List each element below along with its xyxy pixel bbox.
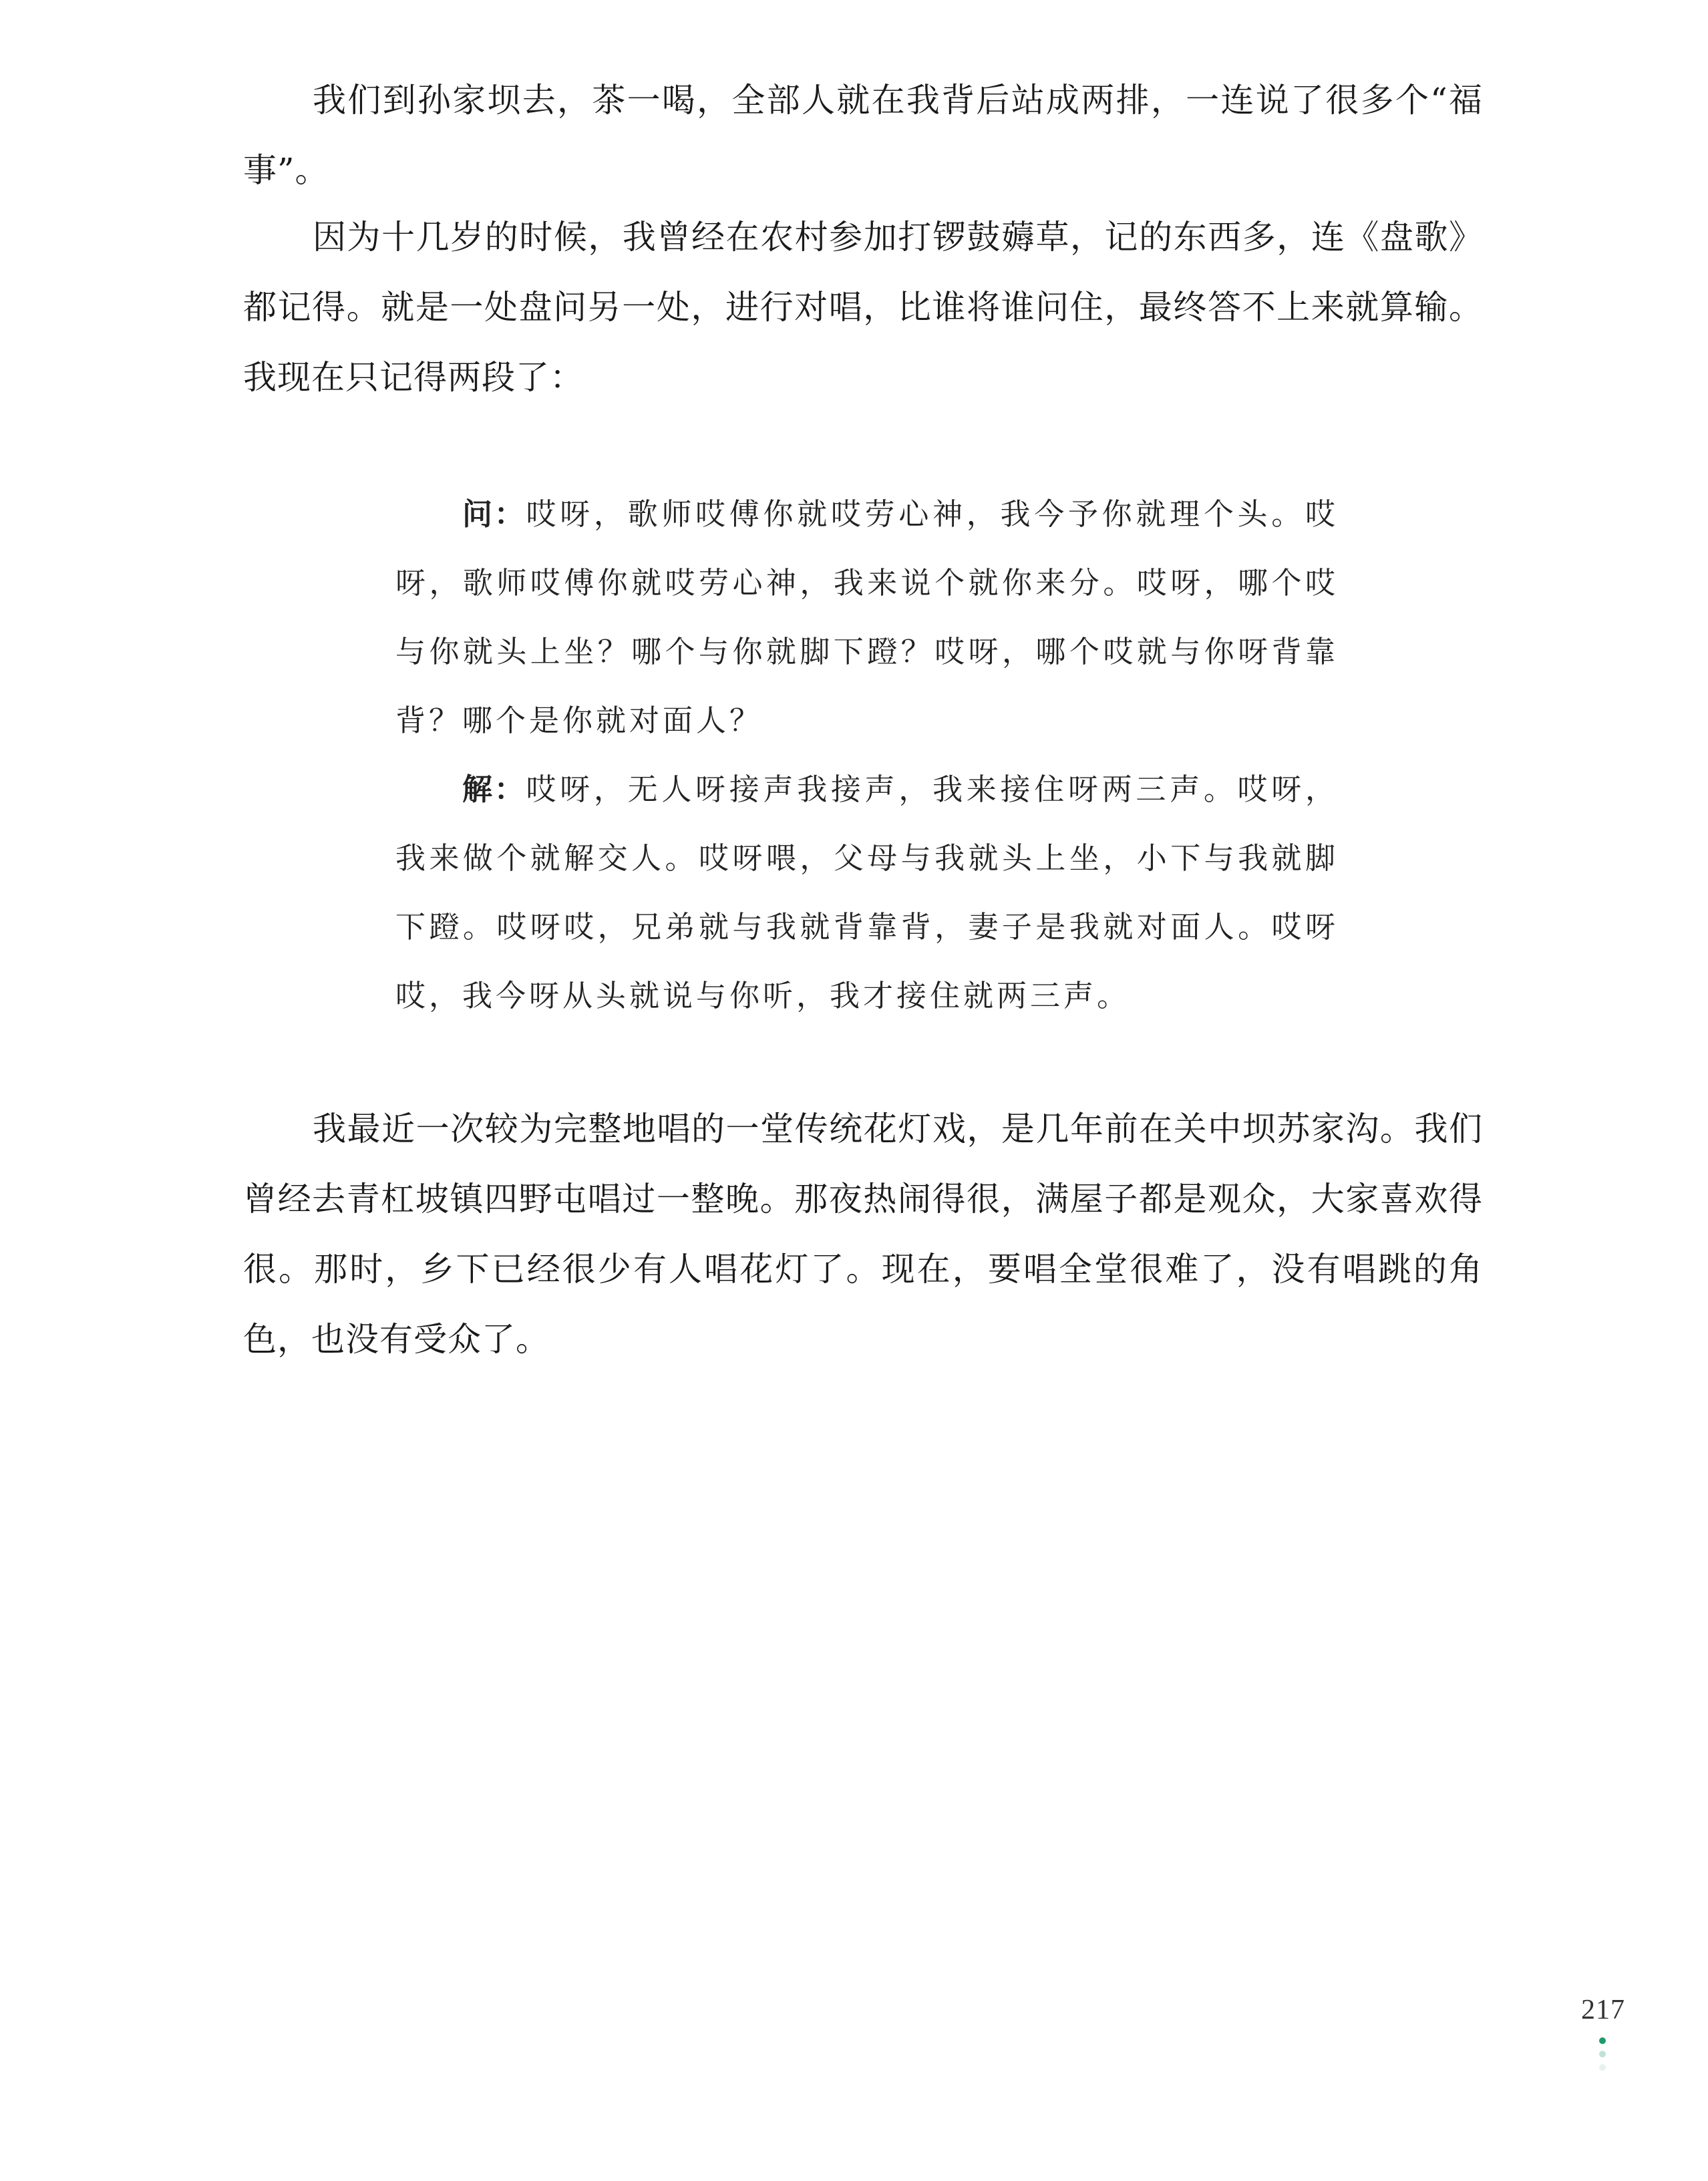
body-paragraph-3: 我最近一次较为完整地唱的一堂传统花灯戏，是几年前在关中坝苏家沟。我们曾经去青杠坡镇四野屯唱过一整晚。那夜热闹得很，满屋子都是观众，大家喜欢得很。那时，乡下已经很少有人唱花灯了。现在，要唱全堂很难了，没有唱跳的角色，也没有受众了。 — [243, 1110, 1483, 1359]
ornament-dot-2 — [1599, 2051, 1606, 2057]
page-ornament-dots — [1596, 2037, 1609, 2077]
question-label: 问： — [462, 496, 526, 532]
song-question — [395, 480, 1339, 755]
ornament-dot-1 — [1599, 2037, 1606, 2044]
page-number: 217 — [1581, 1995, 1625, 2025]
answer-text: 哎呀，无人呀接声我接声，我来接住呀两三声。哎呀，我来做个就解交人。哎呀喂，父母与我就头上坐，小下与我就脚下蹬。哎呀哎，兄弟就与我就背靠背，妻子是我就对面人。哎呀哎，我今呀从头就说与你听，我才接住就两三声。 — [395, 772, 1339, 1013]
song-lyrics-block — [395, 480, 1339, 1030]
body-paragraph-2: 因为十几岁的时候，我曾经在农村参加打锣鼓薅草，记的东西多，连《盘歌》都记得。就是一处盘问另一处，进行对唱，比谁将谁问住，最终答不上来就算输。我现在只记得两段了： — [243, 218, 1483, 397]
answer-label: 解： — [462, 772, 526, 807]
body-paragraph-1: 我们到孙家坝去，茶一喝，全部人就在我背后站成两排，一连说了很多个“福事”。 — [243, 81, 1483, 190]
question-text: 哎呀，歌师哎傅你就哎劳心神，我今予你就理个头。哎呀，歌师哎傅你就哎劳心神，我来说个就你来分。哎呀，哪个哎与你就头上坐？哪个与你就脚下蹬？哎呀，哪个哎就与你呀背靠背？哪个是你就对面人？ — [395, 496, 1339, 738]
ornament-dot-3 — [1599, 2064, 1606, 2071]
song-answer — [395, 755, 1339, 1030]
